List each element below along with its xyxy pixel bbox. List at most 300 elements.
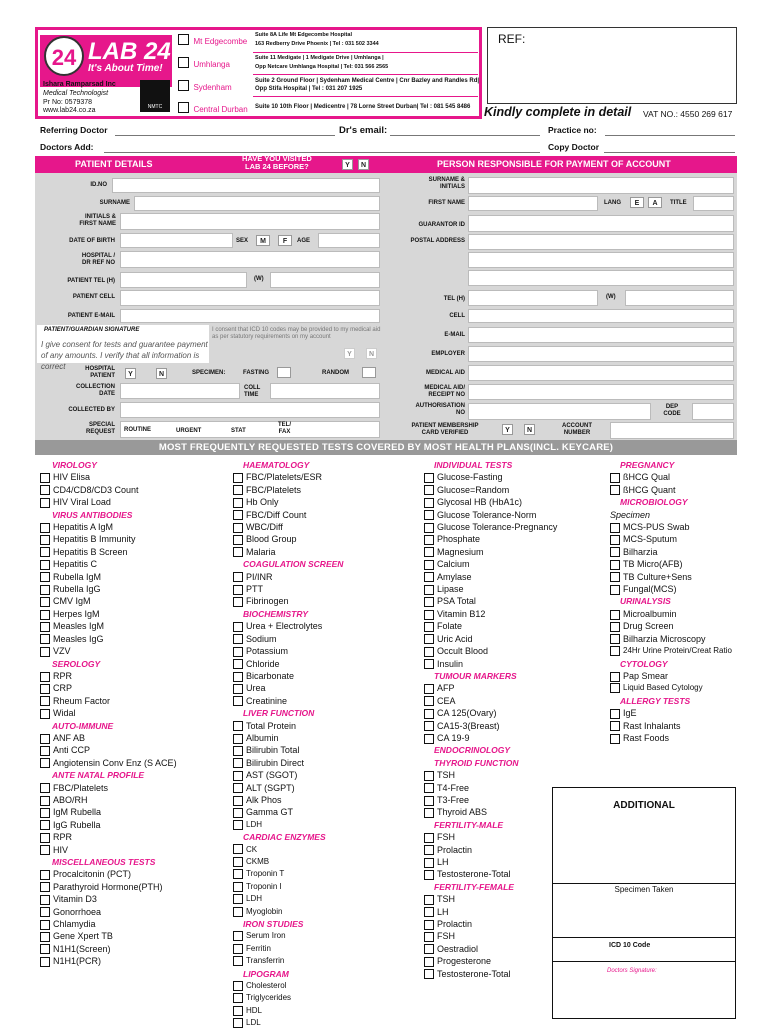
hospital-patient-yes[interactable]: Y bbox=[125, 368, 136, 379]
checkbox-icon[interactable] bbox=[424, 734, 434, 744]
hospital-ref-field[interactable] bbox=[120, 251, 380, 268]
checkbox-icon[interactable] bbox=[40, 907, 50, 917]
test-option[interactable] bbox=[610, 732, 750, 744]
test-option[interactable] bbox=[40, 955, 230, 967]
test-option[interactable] bbox=[424, 682, 604, 694]
test-option[interactable] bbox=[40, 608, 230, 620]
checkbox-icon[interactable] bbox=[610, 485, 620, 495]
test-option[interactable] bbox=[233, 906, 423, 918]
random-box[interactable] bbox=[362, 367, 376, 378]
checkbox-icon[interactable] bbox=[40, 932, 50, 942]
checkbox-icon[interactable] bbox=[424, 684, 434, 694]
checkbox-icon[interactable] bbox=[424, 647, 434, 657]
referring-doctor-field[interactable] bbox=[115, 135, 335, 136]
test-option[interactable] bbox=[233, 484, 423, 496]
checkbox-icon[interactable] bbox=[40, 572, 50, 582]
checkbox-icon[interactable] bbox=[40, 746, 50, 756]
checkbox-icon[interactable] bbox=[40, 560, 50, 570]
patient-email-field[interactable] bbox=[120, 309, 380, 323]
checkbox-icon[interactable] bbox=[610, 585, 620, 595]
checkbox-icon[interactable] bbox=[40, 709, 50, 719]
test-option[interactable] bbox=[233, 943, 423, 955]
checkbox-icon[interactable] bbox=[233, 820, 243, 830]
initials-field[interactable] bbox=[120, 213, 380, 230]
checkbox-icon[interactable] bbox=[40, 920, 50, 930]
test-option[interactable] bbox=[40, 868, 230, 880]
checkbox-icon[interactable] bbox=[610, 672, 620, 682]
medical-aid-no-field[interactable] bbox=[468, 384, 734, 400]
test-option[interactable] bbox=[40, 893, 230, 905]
test-option[interactable] bbox=[610, 471, 750, 483]
checkbox-icon[interactable] bbox=[233, 535, 243, 545]
visited-yes[interactable]: Y bbox=[342, 159, 353, 170]
checkbox-icon[interactable] bbox=[233, 844, 243, 854]
test-option[interactable] bbox=[233, 546, 423, 558]
test-option[interactable] bbox=[610, 583, 750, 595]
age-field[interactable] bbox=[318, 233, 380, 248]
checkbox-icon[interactable] bbox=[424, 535, 434, 545]
urgent-option[interactable]: URGENT bbox=[176, 428, 202, 434]
checkbox-icon[interactable] bbox=[424, 523, 434, 533]
test-option[interactable] bbox=[424, 546, 604, 558]
patient-tel-w-field[interactable] bbox=[270, 272, 380, 288]
test-option[interactable] bbox=[40, 496, 230, 508]
test-option[interactable] bbox=[233, 806, 423, 818]
checkbox-icon[interactable] bbox=[233, 647, 243, 657]
test-option[interactable] bbox=[233, 732, 423, 744]
test-option[interactable] bbox=[233, 868, 423, 880]
checkbox-icon[interactable] bbox=[610, 646, 620, 656]
checkbox-icon[interactable] bbox=[424, 498, 434, 508]
checkbox-icon[interactable] bbox=[233, 857, 243, 867]
routine-option[interactable]: ROUTINE bbox=[124, 427, 151, 433]
test-option[interactable] bbox=[424, 509, 604, 521]
test-option[interactable] bbox=[40, 930, 230, 942]
checkbox-icon[interactable] bbox=[424, 907, 434, 917]
checkbox-icon[interactable] bbox=[233, 956, 243, 966]
stat-option[interactable]: STAT bbox=[231, 428, 246, 434]
test-option[interactable] bbox=[233, 682, 423, 694]
test-option[interactable] bbox=[233, 744, 423, 756]
payer-first-field[interactable] bbox=[468, 196, 598, 211]
test-option[interactable] bbox=[40, 794, 230, 806]
checkbox-icon[interactable] bbox=[424, 572, 434, 582]
checkbox-icon[interactable] bbox=[40, 485, 50, 495]
test-option[interactable] bbox=[233, 720, 423, 732]
test-option[interactable] bbox=[40, 471, 230, 483]
checkbox-icon[interactable] bbox=[424, 845, 434, 855]
medical-aid-field[interactable] bbox=[468, 365, 734, 381]
telfax-option[interactable]: TEL/ FAX bbox=[278, 422, 291, 435]
test-option[interactable] bbox=[40, 583, 230, 595]
account-field[interactable] bbox=[610, 422, 734, 439]
patient-cell-field[interactable] bbox=[120, 290, 380, 306]
test-option[interactable] bbox=[40, 906, 230, 918]
id-field[interactable] bbox=[112, 178, 380, 193]
test-option[interactable] bbox=[610, 707, 750, 719]
test-option[interactable] bbox=[424, 645, 604, 657]
test-option[interactable] bbox=[233, 794, 423, 806]
checkbox-icon[interactable] bbox=[233, 734, 243, 744]
test-option[interactable] bbox=[40, 918, 230, 930]
test-option[interactable] bbox=[424, 471, 604, 483]
test-option[interactable] bbox=[233, 893, 423, 905]
checkbox-icon[interactable] bbox=[233, 758, 243, 768]
test-option[interactable] bbox=[40, 558, 230, 570]
checkbox-icon[interactable] bbox=[424, 709, 434, 719]
test-option[interactable] bbox=[610, 521, 750, 533]
test-option[interactable] bbox=[233, 955, 423, 967]
test-option[interactable] bbox=[233, 881, 423, 893]
checkbox-icon[interactable] bbox=[424, 920, 434, 930]
test-option[interactable] bbox=[424, 732, 604, 744]
checkbox-icon[interactable] bbox=[40, 647, 50, 657]
branch-umhlanga[interactable]: Umhlanga bbox=[178, 54, 230, 72]
checkbox-icon[interactable] bbox=[610, 683, 620, 693]
checkbox-icon[interactable] bbox=[424, 510, 434, 520]
checkbox-icon[interactable] bbox=[40, 622, 50, 632]
checkbox-icon[interactable] bbox=[40, 796, 50, 806]
branch-mt-edgecombe[interactable]: Mt Edgecombe bbox=[178, 31, 247, 49]
collection-time-field[interactable] bbox=[270, 383, 380, 399]
checkbox-icon[interactable] bbox=[40, 684, 50, 694]
test-option[interactable] bbox=[233, 844, 423, 856]
test-option[interactable] bbox=[233, 595, 423, 607]
icd-consent-no[interactable]: N bbox=[366, 348, 377, 359]
checkbox-icon[interactable] bbox=[424, 870, 434, 880]
checkbox-icon[interactable] bbox=[40, 758, 50, 768]
test-option[interactable] bbox=[40, 782, 230, 794]
dob-field[interactable] bbox=[120, 233, 233, 248]
copy-doctor-field[interactable] bbox=[604, 152, 735, 153]
test-option[interactable] bbox=[233, 533, 423, 545]
checkbox-icon[interactable] bbox=[610, 709, 620, 719]
test-option[interactable] bbox=[233, 930, 423, 942]
checkbox-icon[interactable] bbox=[178, 102, 189, 113]
test-option[interactable] bbox=[424, 595, 604, 607]
test-option[interactable] bbox=[424, 583, 604, 595]
checkbox-icon[interactable] bbox=[40, 597, 50, 607]
test-option[interactable] bbox=[40, 571, 230, 583]
test-option[interactable] bbox=[233, 992, 423, 1004]
checkbox-icon[interactable] bbox=[424, 969, 434, 979]
test-option[interactable] bbox=[40, 533, 230, 545]
checkbox-icon[interactable] bbox=[40, 845, 50, 855]
checkbox-icon[interactable] bbox=[233, 721, 243, 731]
test-option[interactable] bbox=[610, 670, 750, 682]
test-option[interactable] bbox=[424, 633, 604, 645]
test-option[interactable] bbox=[233, 1017, 423, 1029]
checkbox-icon[interactable] bbox=[233, 523, 243, 533]
test-option[interactable] bbox=[424, 707, 604, 719]
checkbox-icon[interactable] bbox=[40, 820, 50, 830]
checkbox-icon[interactable] bbox=[424, 858, 434, 868]
fasting-box[interactable] bbox=[277, 367, 291, 378]
test-option[interactable] bbox=[424, 571, 604, 583]
checkbox-icon[interactable] bbox=[424, 944, 434, 954]
test-option[interactable] bbox=[424, 720, 604, 732]
test-option[interactable] bbox=[424, 558, 604, 570]
test-option[interactable] bbox=[233, 769, 423, 781]
test-option[interactable] bbox=[233, 645, 423, 657]
test-option[interactable] bbox=[610, 558, 750, 570]
checkbox-icon[interactable] bbox=[610, 622, 620, 632]
checkbox-icon[interactable] bbox=[424, 783, 434, 793]
checkbox-icon[interactable] bbox=[610, 721, 620, 731]
checkbox-icon[interactable] bbox=[233, 882, 243, 892]
checkbox-icon[interactable] bbox=[40, 870, 50, 880]
payer-email-field[interactable] bbox=[468, 327, 734, 343]
checkbox-icon[interactable] bbox=[40, 882, 50, 892]
test-option[interactable] bbox=[40, 546, 230, 558]
lang-english[interactable]: E bbox=[630, 197, 644, 208]
test-option[interactable] bbox=[233, 521, 423, 533]
checkbox-icon[interactable] bbox=[424, 597, 434, 607]
test-option[interactable] bbox=[40, 521, 230, 533]
checkbox-icon[interactable] bbox=[233, 622, 243, 632]
checkbox-icon[interactable] bbox=[424, 957, 434, 967]
checkbox-icon[interactable] bbox=[233, 597, 243, 607]
checkbox-icon[interactable] bbox=[40, 634, 50, 644]
postal-field-3[interactable] bbox=[468, 270, 734, 286]
test-option[interactable] bbox=[610, 546, 750, 558]
checkbox-icon[interactable] bbox=[233, 993, 243, 1003]
dr-email-field[interactable] bbox=[390, 135, 540, 136]
checkbox-icon[interactable] bbox=[424, 585, 434, 595]
test-option[interactable] bbox=[40, 757, 230, 769]
checkbox-icon[interactable] bbox=[424, 833, 434, 843]
test-option[interactable] bbox=[233, 658, 423, 670]
test-option[interactable] bbox=[233, 1005, 423, 1017]
test-option[interactable] bbox=[233, 782, 423, 794]
test-option[interactable] bbox=[40, 744, 230, 756]
checkbox-icon[interactable] bbox=[178, 57, 189, 68]
dep-code-field[interactable] bbox=[692, 403, 734, 420]
test-option[interactable] bbox=[40, 707, 230, 719]
test-option[interactable] bbox=[610, 720, 750, 732]
checkbox-icon[interactable] bbox=[40, 672, 50, 682]
test-option[interactable] bbox=[424, 521, 604, 533]
test-option[interactable] bbox=[233, 819, 423, 831]
test-option[interactable] bbox=[233, 471, 423, 483]
checkbox-icon[interactable] bbox=[610, 560, 620, 570]
test-option[interactable] bbox=[40, 670, 230, 682]
test-option[interactable] bbox=[610, 633, 750, 645]
test-option[interactable] bbox=[233, 670, 423, 682]
test-option[interactable] bbox=[40, 732, 230, 744]
checkbox-icon[interactable] bbox=[178, 80, 189, 91]
checkbox-icon[interactable] bbox=[40, 895, 50, 905]
checkbox-icon[interactable] bbox=[40, 535, 50, 545]
membership-yes[interactable]: Y bbox=[502, 424, 513, 435]
checkbox-icon[interactable] bbox=[424, 696, 434, 706]
checkbox-icon[interactable] bbox=[610, 734, 620, 744]
test-option[interactable] bbox=[40, 831, 230, 843]
checkbox-icon[interactable] bbox=[424, 560, 434, 570]
branch-central-durban[interactable]: Central Durban bbox=[178, 99, 248, 117]
guarantor-field[interactable] bbox=[468, 215, 734, 232]
payer-tel-w-field[interactable] bbox=[625, 290, 734, 306]
checkbox-icon[interactable] bbox=[424, 547, 434, 557]
checkbox-icon[interactable] bbox=[233, 634, 243, 644]
checkbox-icon[interactable] bbox=[233, 547, 243, 557]
checkbox-icon[interactable] bbox=[610, 610, 620, 620]
checkbox-icon[interactable] bbox=[40, 944, 50, 954]
hospital-patient-no[interactable]: N bbox=[156, 368, 167, 379]
membership-no[interactable]: N bbox=[524, 424, 535, 435]
test-option[interactable] bbox=[424, 695, 604, 707]
checkbox-icon[interactable] bbox=[424, 473, 434, 483]
test-option[interactable] bbox=[233, 571, 423, 583]
test-option[interactable] bbox=[424, 620, 604, 632]
practice-no-field[interactable] bbox=[605, 135, 735, 136]
checkbox-icon[interactable] bbox=[40, 734, 50, 744]
checkbox-icon[interactable] bbox=[233, 485, 243, 495]
checkbox-icon[interactable] bbox=[233, 1006, 243, 1016]
checkbox-icon[interactable] bbox=[424, 634, 434, 644]
checkbox-icon[interactable] bbox=[233, 498, 243, 508]
collected-by-field[interactable] bbox=[120, 402, 380, 418]
checkbox-icon[interactable] bbox=[233, 672, 243, 682]
checkbox-icon[interactable] bbox=[233, 746, 243, 756]
checkbox-icon[interactable] bbox=[40, 610, 50, 620]
payer-cell-field[interactable] bbox=[468, 309, 734, 323]
test-option[interactable] bbox=[40, 819, 230, 831]
checkbox-icon[interactable] bbox=[40, 498, 50, 508]
checkbox-icon[interactable] bbox=[424, 659, 434, 669]
test-option[interactable] bbox=[40, 881, 230, 893]
test-option[interactable] bbox=[233, 620, 423, 632]
additional-box[interactable] bbox=[552, 787, 736, 1019]
visited-no[interactable]: N bbox=[358, 159, 369, 170]
checkbox-icon[interactable] bbox=[233, 796, 243, 806]
checkbox-icon[interactable] bbox=[40, 473, 50, 483]
test-option[interactable] bbox=[610, 571, 750, 583]
test-option[interactable] bbox=[233, 583, 423, 595]
authorisation-field[interactable] bbox=[468, 403, 651, 420]
test-option[interactable] bbox=[233, 496, 423, 508]
test-option[interactable] bbox=[40, 484, 230, 496]
checkbox-icon[interactable] bbox=[233, 907, 243, 917]
checkbox-icon[interactable] bbox=[40, 585, 50, 595]
test-option[interactable] bbox=[40, 595, 230, 607]
test-option[interactable] bbox=[610, 645, 750, 657]
test-option[interactable] bbox=[424, 533, 604, 545]
checkbox-icon[interactable] bbox=[233, 869, 243, 879]
checkbox-icon[interactable] bbox=[610, 473, 620, 483]
checkbox-icon[interactable] bbox=[424, 721, 434, 731]
test-option[interactable] bbox=[40, 633, 230, 645]
sex-male[interactable]: M bbox=[256, 235, 270, 246]
test-option[interactable] bbox=[40, 695, 230, 707]
postal-field-2[interactable] bbox=[468, 252, 734, 268]
test-option[interactable] bbox=[233, 856, 423, 868]
test-option[interactable] bbox=[40, 682, 230, 694]
checkbox-icon[interactable] bbox=[233, 659, 243, 669]
test-option[interactable] bbox=[424, 769, 604, 781]
test-option[interactable] bbox=[233, 633, 423, 645]
checkbox-icon[interactable] bbox=[40, 833, 50, 843]
doctors-add-field[interactable] bbox=[104, 152, 540, 153]
checkbox-icon[interactable] bbox=[233, 981, 243, 991]
test-option[interactable] bbox=[40, 620, 230, 632]
title-field[interactable] bbox=[693, 196, 734, 211]
checkbox-icon[interactable] bbox=[40, 808, 50, 818]
checkbox-icon[interactable] bbox=[424, 808, 434, 818]
checkbox-icon[interactable] bbox=[40, 547, 50, 557]
checkbox-icon[interactable] bbox=[40, 783, 50, 793]
checkbox-icon[interactable] bbox=[424, 895, 434, 905]
checkbox-icon[interactable] bbox=[424, 771, 434, 781]
test-option[interactable] bbox=[40, 806, 230, 818]
test-option[interactable] bbox=[424, 608, 604, 620]
checkbox-icon[interactable] bbox=[233, 944, 243, 954]
checkbox-icon[interactable] bbox=[233, 771, 243, 781]
checkbox-icon[interactable] bbox=[233, 894, 243, 904]
checkbox-icon[interactable] bbox=[40, 523, 50, 533]
test-option[interactable] bbox=[424, 496, 604, 508]
checkbox-icon[interactable] bbox=[40, 957, 50, 967]
checkbox-icon[interactable] bbox=[424, 622, 434, 632]
lang-afrikaans[interactable]: A bbox=[648, 197, 662, 208]
checkbox-icon[interactable] bbox=[233, 931, 243, 941]
collection-date-field[interactable] bbox=[120, 383, 240, 399]
checkbox-icon[interactable] bbox=[233, 808, 243, 818]
checkbox-icon[interactable] bbox=[178, 34, 189, 45]
test-option[interactable] bbox=[233, 757, 423, 769]
checkbox-icon[interactable] bbox=[610, 634, 620, 644]
test-option[interactable] bbox=[40, 844, 230, 856]
test-option[interactable] bbox=[610, 682, 750, 694]
test-option[interactable] bbox=[233, 980, 423, 992]
checkbox-icon[interactable] bbox=[233, 696, 243, 706]
postal-field-1[interactable] bbox=[468, 234, 734, 250]
icd-consent-yes[interactable]: Y bbox=[344, 348, 355, 359]
checkbox-icon[interactable] bbox=[233, 572, 243, 582]
sex-female[interactable]: F bbox=[278, 235, 292, 246]
test-option[interactable] bbox=[233, 695, 423, 707]
test-option[interactable] bbox=[610, 620, 750, 632]
checkbox-icon[interactable] bbox=[40, 696, 50, 706]
checkbox-icon[interactable] bbox=[610, 547, 620, 557]
payer-surname-field[interactable] bbox=[468, 177, 734, 194]
special-request-field[interactable] bbox=[120, 421, 380, 438]
checkbox-icon[interactable] bbox=[233, 1018, 243, 1028]
checkbox-icon[interactable] bbox=[424, 610, 434, 620]
test-option[interactable] bbox=[610, 608, 750, 620]
checkbox-icon[interactable] bbox=[233, 510, 243, 520]
test-option[interactable] bbox=[424, 658, 604, 670]
test-option[interactable] bbox=[610, 484, 750, 496]
checkbox-icon[interactable] bbox=[424, 485, 434, 495]
checkbox-icon[interactable] bbox=[610, 535, 620, 545]
test-option[interactable] bbox=[40, 943, 230, 955]
test-option[interactable] bbox=[233, 509, 423, 521]
checkbox-icon[interactable] bbox=[424, 932, 434, 942]
test-option[interactable] bbox=[424, 484, 604, 496]
checkbox-icon[interactable] bbox=[610, 523, 620, 533]
checkbox-icon[interactable] bbox=[233, 585, 243, 595]
surname-field[interactable] bbox=[134, 196, 380, 211]
branch-sydenham[interactable]: Sydenham bbox=[178, 77, 232, 95]
test-option[interactable] bbox=[40, 645, 230, 657]
patient-tel-h-field[interactable] bbox=[120, 272, 247, 288]
checkbox-icon[interactable] bbox=[233, 783, 243, 793]
employer-field[interactable] bbox=[468, 346, 734, 362]
checkbox-icon[interactable] bbox=[233, 473, 243, 483]
checkbox-icon[interactable] bbox=[424, 796, 434, 806]
checkbox-icon[interactable] bbox=[610, 572, 620, 582]
